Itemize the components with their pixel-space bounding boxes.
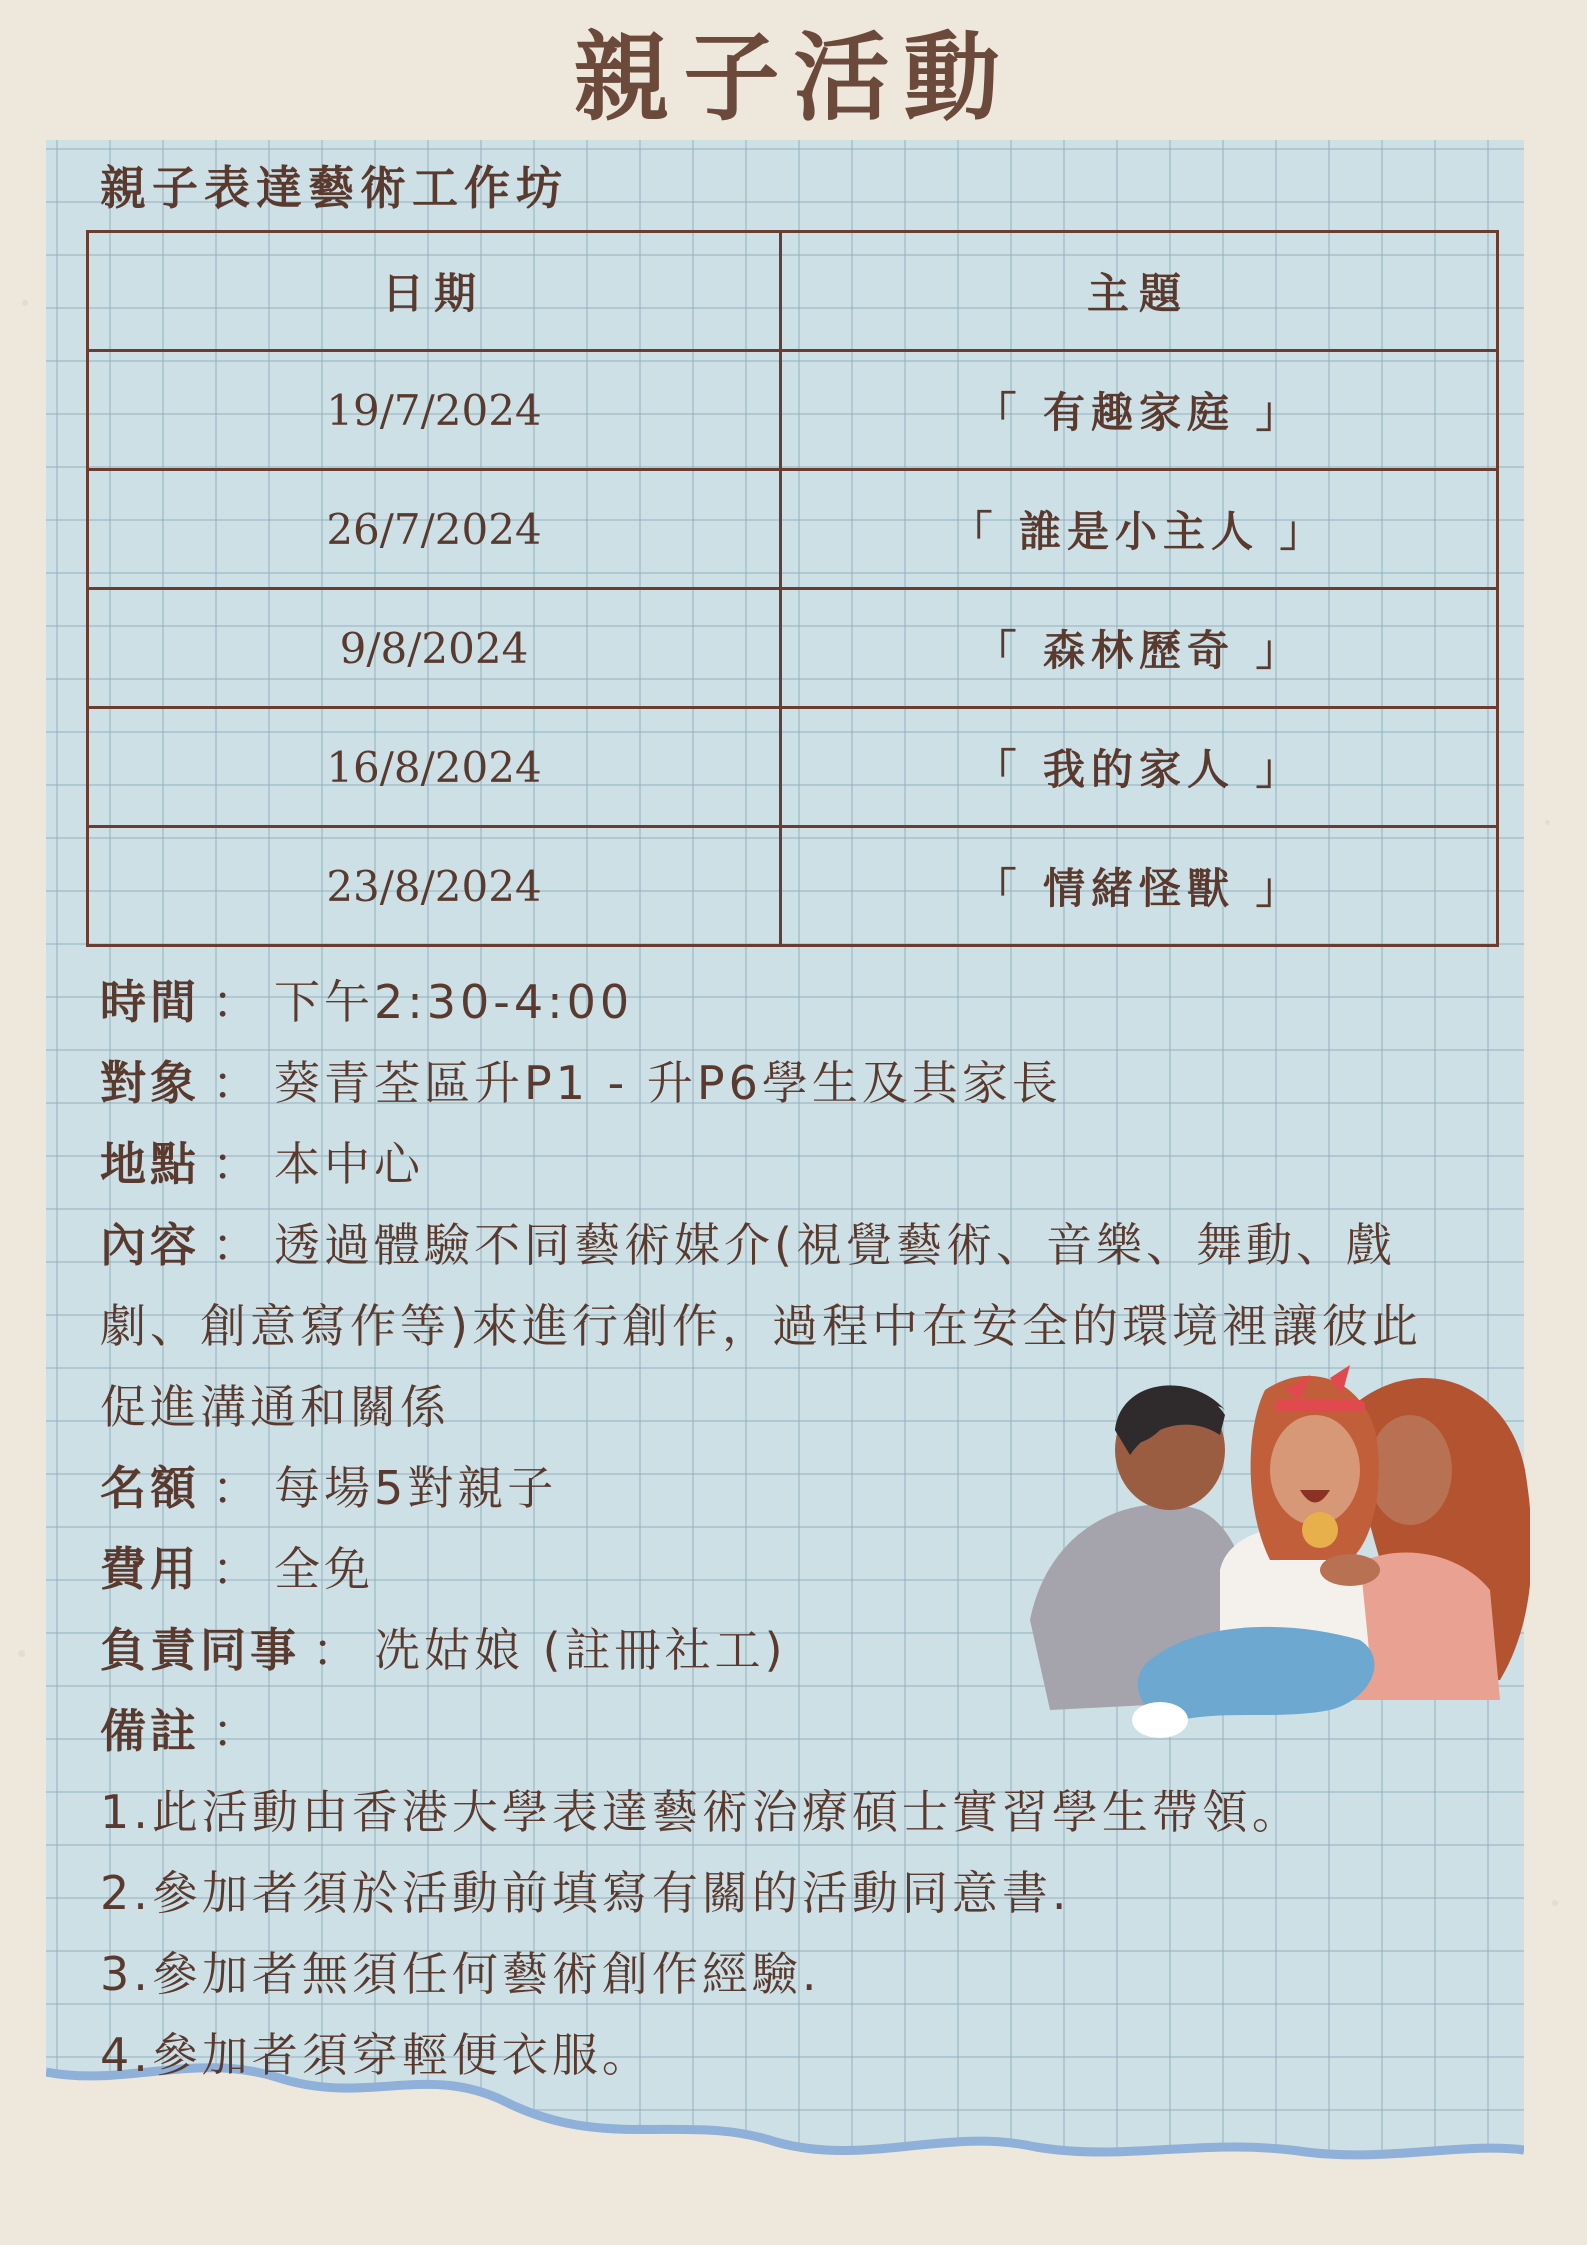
paper-speck [1552,1900,1558,1906]
session-date: 26/7/2024 [88,470,781,589]
session-theme: 「 誰是小主人 」 [781,470,1498,589]
target-label: 對象 [100,1056,200,1110]
staff-label: 負責同事 [100,1623,300,1677]
venue-line [100,1124,1430,1205]
paper-speck [22,300,28,306]
content-label: 內容 [100,1218,200,1272]
session-theme: 「 森林歷奇 」 [781,589,1498,708]
label-separator: ： [212,1542,262,1596]
schedule-table [86,230,1499,947]
time-label: 時間 [100,975,200,1029]
content-value: 透過體驗不同藝術媒介(視覺藝術、音樂、舞動、戲劇、創意寫作等)來進行創作，過程中在安全的環境裡讓彼此促進溝通和關係 [100,1218,1422,1434]
time-line [100,962,1430,1043]
label-separator: ： [212,1461,262,1515]
theme-column-header: 主題 [781,232,1498,351]
session-theme: 「 有趣家庭 」 [781,351,1498,470]
fee-value: 全免 [274,1542,374,1596]
family-hug-illustration [1030,1360,1530,1780]
fee-label: 費用 [100,1542,200,1596]
quota-label: 名額 [100,1461,200,1515]
venue-label: 地點 [100,1137,200,1191]
label-separator: ： [212,1137,262,1191]
remark-item: 1.此活動由香港大學表達藝術治療碩士實習學生帶領。 [100,1785,1302,1839]
session-theme: 「 我的家人 」 [781,708,1498,827]
table-row [88,470,1498,589]
time-value: 下午2:30-4:00 [274,975,634,1029]
date-column-header: 日期 [88,232,781,351]
venue-value: 本中心 [274,1137,424,1191]
table-row [88,351,1498,470]
staff-value: 冼姑娘 (註冊社工) [374,1623,787,1677]
session-date: 16/8/2024 [88,708,781,827]
session-date: 19/7/2024 [88,351,781,470]
paper-speck [1545,820,1550,825]
remark-item: 3.參加者無須任何藝術創作經驗. [100,1947,821,2001]
page-title: 親子活動 [573,22,1014,134]
label-separator: ： [212,1218,262,1272]
table-row [88,589,1498,708]
quota-value: 每場5對親子 [274,1461,558,1515]
table-row [88,708,1498,827]
remarks-label: 備註 [100,1704,200,1758]
session-date: 23/8/2024 [88,827,781,946]
remark-item: 2.參加者須於活動前填寫有關的活動同意書. [100,1866,1071,1920]
label-separator: ： [212,975,262,1029]
table-row [88,827,1498,946]
label-separator: ： [212,1704,262,1758]
label-separator: ： [312,1623,362,1677]
session-date: 9/8/2024 [88,589,781,708]
workshop-title: 親子表達藝術工作坊 [100,161,568,215]
paper-speck [18,1650,25,1657]
target-line [100,1043,1430,1124]
target-value: 葵青荃區升P1 - 升P6學生及其家長 [274,1056,1062,1110]
label-separator: ： [212,1056,262,1110]
session-theme: 「 情緒怪獸 」 [781,827,1498,946]
remark-item: 4.參加者須穿輕便衣服。 [100,2028,652,2082]
table-header-row [88,232,1498,351]
